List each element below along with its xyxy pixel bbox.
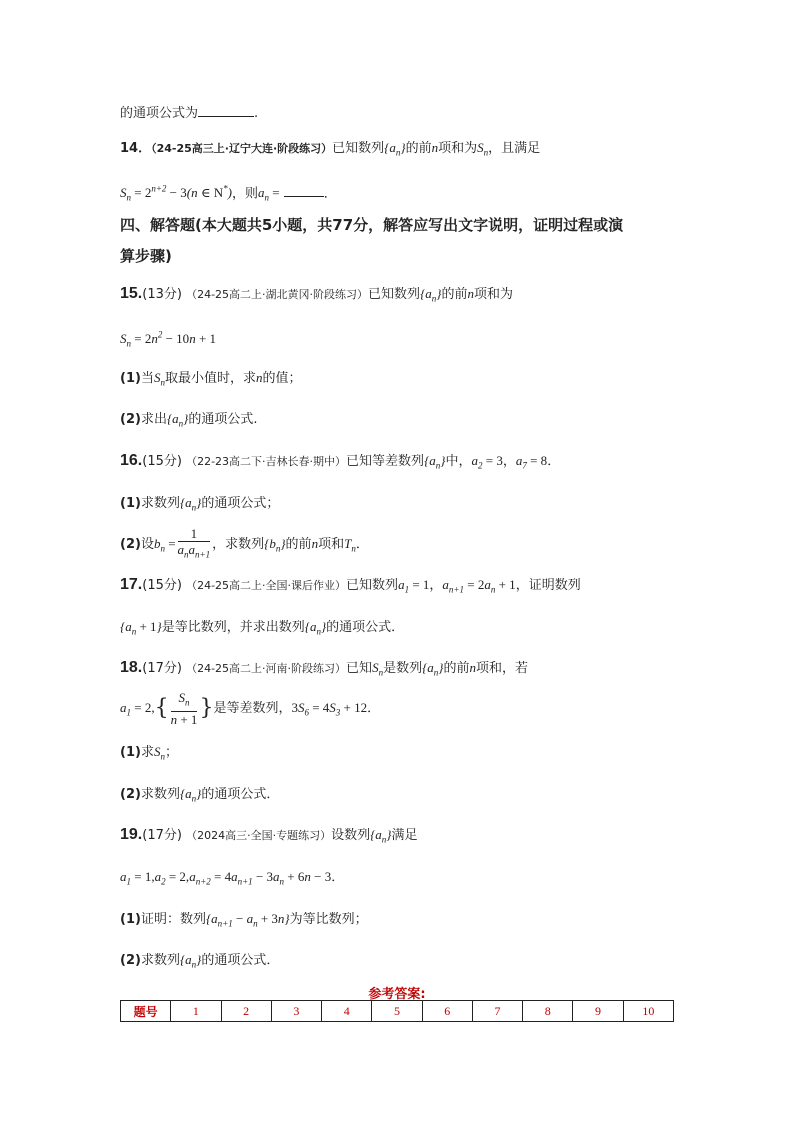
q13-tail: 的通项公式为 .: [120, 106, 259, 121]
sequence-a: $\{a_n\}$: [384, 140, 406, 158]
q16-score: (15分): [142, 454, 182, 469]
q17-source: （24-25高二上·全国·课后作业）: [186, 579, 347, 592]
q19-source: （2024高三·全国·专题练习）: [186, 829, 332, 842]
q15-part2: (2)求出$\{a_n\}$的通项公式.: [120, 411, 258, 429]
q17-stem-cont: $\{a_n + 1\}$是等比数列，并求出数列$\{a_n\}$的通项公式．: [120, 619, 405, 637]
answer-number-cell: 3: [271, 1001, 321, 1022]
fraction: $\frac{S_n}{n + 1}$: [170, 690, 198, 727]
q19-stem: 19.(17分) （2024高三·全国·专题练习）设数列$\{a_n\}$满足: [120, 826, 418, 845]
q17-number: 17.: [120, 576, 143, 593]
table-row: [121, 1001, 674, 1022]
answer-number-cell: 2: [221, 1001, 271, 1022]
q18-stem: 18.(17分) （24-25高二上·河南·阶段练习）已知$S_n$是数列$\{a_n\}$的前n项和，若: [120, 659, 529, 678]
q14-number: 14．: [120, 141, 152, 156]
answer-number-cell: 4: [322, 1001, 372, 1022]
q19-score: (17分): [142, 828, 182, 843]
answer-key-title: 参考答案:: [368, 987, 426, 1002]
answer-header-cell: 题号: [121, 1001, 171, 1022]
answer-number-cell: 9: [573, 1001, 623, 1022]
q14-source: （24-25高三上·辽宁大连·阶段练习）: [151, 142, 333, 155]
q19-part1: (1)证明：数列$\{a_{n+1} - a_n + 3n\}$为等比数列；: [120, 911, 368, 929]
q15-score: (13分): [142, 287, 182, 302]
q14-line2: $S_n = 2^{n+2} - 3(n$ ∈ N*)，则$a_n$ = ．: [120, 184, 337, 203]
q18-number: 18.: [120, 659, 143, 676]
answer-blank: [284, 184, 324, 197]
q17-score: (15分): [142, 578, 182, 593]
q14-line1: 14．（24-25高三上·辽宁大连·阶段练习）已知数列$\{a_n\}$的前n项和为$S_n$，且满足: [120, 140, 541, 158]
q16-number: 16.: [120, 452, 143, 469]
q16-part2: (2)设$b_n$ = $\frac{1}{a_na_{n+1}}$ ，求数列$\{b_n\}$的前n项和$T_n$．: [120, 526, 369, 564]
section-heading-cont: 算步骤): [120, 247, 172, 265]
q18-condition: $a_1 = 2$,{ $\frac{S_n}{n + 1}$ }是等差数列，$3S_6 = 4S_3 + 12$．: [120, 690, 381, 727]
q15-source: （24-25高二上·湖北黄冈·阶段练习）: [186, 288, 369, 301]
q16-part1: (1)求数列$\{a_n\}$的通项公式；: [120, 495, 280, 513]
fraction: $\frac{1}{a_na_{n+1}}$: [177, 526, 211, 560]
section-heading: 四、解答题(本大题共5小题，共77分，解答应写出文字说明，证明过程或演: [120, 216, 624, 234]
q16-source: （22-23高二下·吉林长春·期中）: [186, 455, 347, 468]
q19-part2: (2)求数列$\{a_n\}$的通项公式．: [120, 952, 280, 970]
q18-part2: (2)求数列$\{a_n\}$的通项公式．: [120, 786, 280, 804]
q17-stem: 17.(15分) （24-25高二上·全国·课后作业）已知数列$a_1 = 1$，$a_{n+1} = 2a_n + 1$，证明数列: [120, 576, 581, 595]
q15-part1: (1)当$S_n$取最小值时，求n的值；: [120, 370, 302, 388]
q18-score: (17分): [142, 661, 182, 676]
answer-number-cell: 6: [422, 1001, 472, 1022]
q15-stem: 15.(13分) （24-25高二上·湖北黄冈·阶段练习）已知数列$\{a_n\}$的前n项和为: [120, 285, 513, 304]
q19-formula: $a_1 = 1,a_2 = 2,a_{n+2} = 4a_{n+1} - 3a_n + 6n - 3$．: [120, 869, 345, 887]
answer-blank: [198, 104, 254, 117]
q19-number: 19.: [120, 826, 143, 843]
q15-number: 15.: [120, 285, 143, 302]
answer-number-cell: 8: [523, 1001, 573, 1022]
answer-number-cell: 1: [171, 1001, 221, 1022]
answer-key-table: [120, 1000, 674, 1022]
answer-number-cell: 7: [472, 1001, 522, 1022]
q15-formula: $S_n = 2n^2 - 10n + 1$: [120, 330, 217, 349]
q16-stem: 16.(15分) （22-23高二下·吉林长春·期中）已知等差数列$\{a_n\}$中，$a_2 = 3$，$a_7 = 8$．: [120, 452, 561, 471]
q18-part1: (1)求$S_n$；: [120, 744, 178, 762]
answer-number-cell: 10: [623, 1001, 673, 1022]
q18-source: （24-25高二上·河南·阶段练习）: [186, 662, 347, 675]
answer-number-cell: 5: [372, 1001, 422, 1022]
q14-condition: $S_n = 2^{n+2} - 3(n$ ∈ N*): [120, 184, 232, 203]
